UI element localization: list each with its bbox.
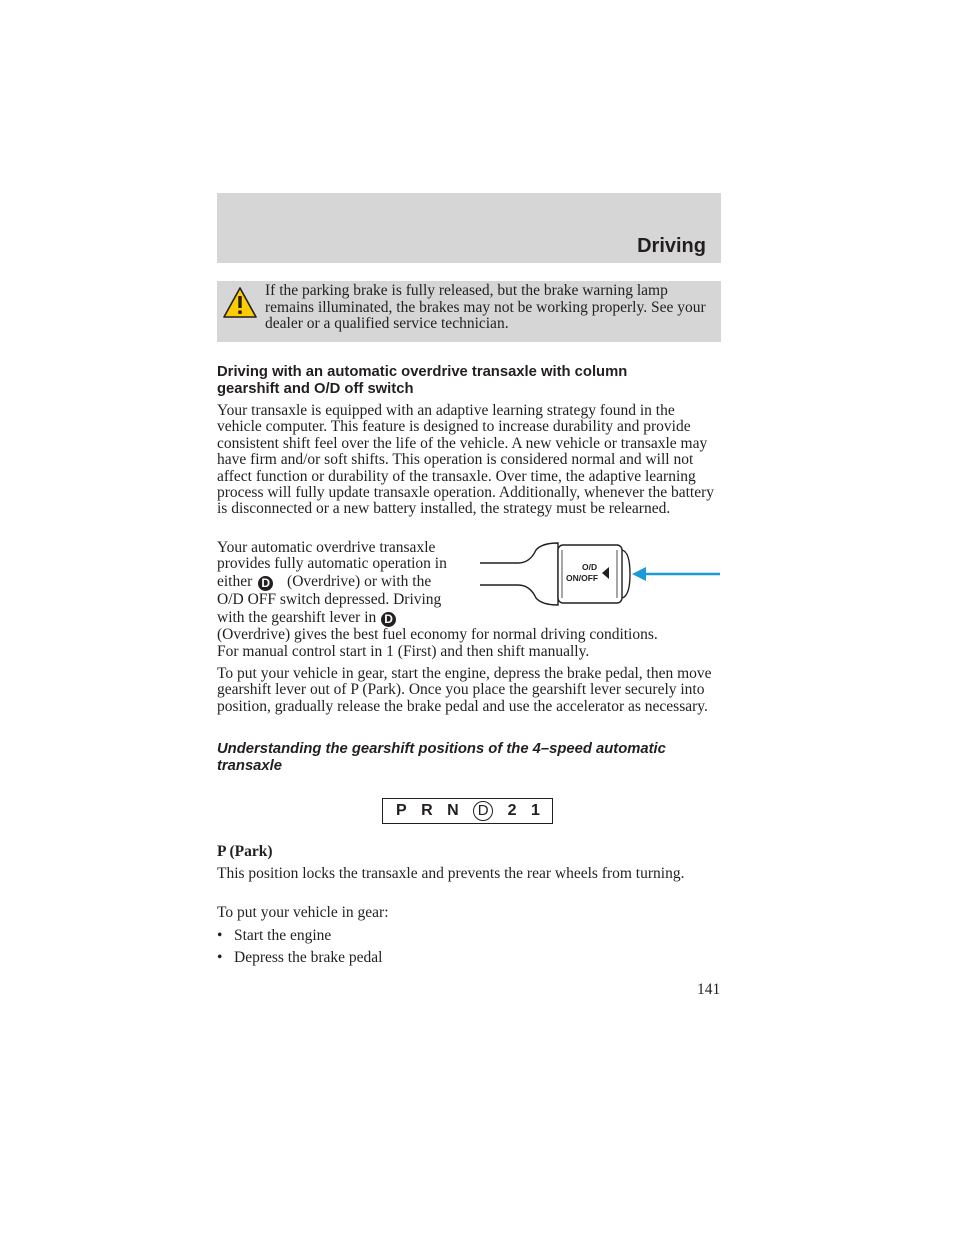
warning-box [217, 281, 721, 342]
heading-line: transaxle [217, 757, 282, 774]
body-line: provides fully automatic operation in [217, 555, 447, 572]
switch-label: ON/OFF [566, 573, 599, 583]
body-line [217, 574, 431, 591]
body-line: Your automatic overdrive transaxle [217, 539, 436, 556]
bullet-icon: • [217, 949, 223, 966]
gear-r: R [421, 802, 433, 819]
gear-p: P [396, 802, 407, 819]
gear-position-indicator [382, 798, 553, 824]
lever-shaft [480, 543, 558, 605]
gear-1: 1 [531, 802, 540, 819]
knob-cap [622, 550, 630, 598]
list-item [217, 950, 382, 966]
overdrive-d-icon: D [381, 612, 396, 627]
park-paragraph: This position locks the transaxle and prevents the rear wheels from turning. [217, 865, 685, 882]
section-header-band [217, 193, 721, 263]
body-text: either [217, 573, 253, 590]
overdrive-d-icon: D [258, 576, 273, 591]
section-heading-overdrive [217, 364, 721, 397]
gearshift-lever-illustration [478, 540, 723, 608]
pointer-arrow-head-icon [632, 567, 646, 581]
body-text: (Overdrive) or with the [287, 573, 432, 590]
body-line: (Overdrive) gives the best fuel economy for normal driving conditions. [217, 626, 658, 643]
body-line: O/D OFF switch depressed. Driving [217, 591, 442, 608]
park-intro: To put your vehicle in gear: [217, 904, 389, 921]
put-in-gear-paragraph: To put your vehicle in gear, start the engine, depress the brake pedal, then move gearshift lever out of P (Park). Once you place the gearshift lever securely into position, gradually release the brake pedal and use the accelerator as necessary. [217, 665, 712, 715]
switch-label: O/D [582, 562, 598, 572]
section-title: Driving [637, 235, 706, 257]
adaptive-learning-paragraph: Your transaxle is equipped with an adaptive learning strategy found in the vehicle computer. This feature is designed to increase durability and provide consistent shift feel over the life of the vehicle. A new vehicle or transaxle may have firm and/or soft shifts. This operation is considered normal and will not affect function or durability of the transaxle. Over time, the adaptive learning process will fully update transaxle operation. Additionally, whenever the battery is disconnected or a new battery installed, the strategy must be relearned. [217, 402, 714, 518]
page-number: 141 [697, 981, 721, 998]
park-heading: P (Park) [217, 843, 273, 860]
body-line: For manual control start in 1 (First) and then shift manually. [217, 643, 590, 660]
heading-line: gearshift and O/D off switch [217, 380, 414, 397]
gear-n: N [447, 802, 459, 819]
list-item-text: Start the engine [234, 927, 332, 944]
list-item [217, 928, 331, 944]
warning-text: If the parking brake is fully released, but the brake warning lamp remains illuminated, the brakes may not be working properly. See your dealer or a qualified service technician. [265, 282, 706, 333]
gear-d: D [473, 801, 493, 821]
bullet-icon: • [217, 927, 223, 944]
body-line [217, 610, 396, 627]
body-text: with the gearshift lever in [217, 609, 377, 626]
warning-triangle-icon [223, 286, 257, 320]
list-item-text: Depress the brake pedal [234, 949, 383, 966]
heading-line: Driving with an automatic overdrive transaxle with column [217, 364, 628, 380]
section-heading-gearshift-positions [217, 741, 721, 774]
heading-line: Understanding the gearshift positions of the 4–speed automatic [217, 741, 666, 757]
gear-2: 2 [507, 802, 517, 819]
